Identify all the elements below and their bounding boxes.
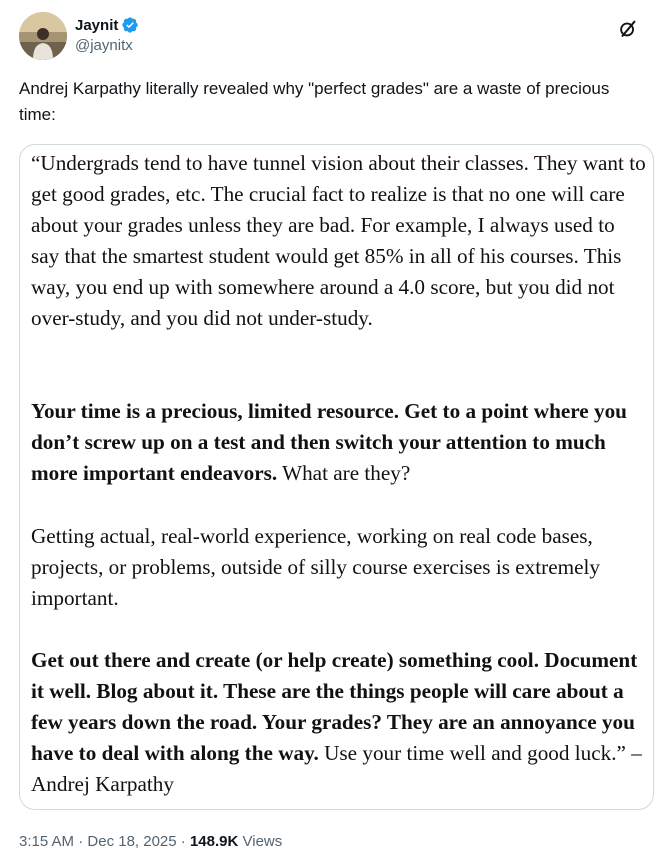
quote-image[interactable] <box>19 144 654 810</box>
author-display-name[interactable]: Jaynit <box>75 16 119 34</box>
meta-separator: · <box>74 833 88 850</box>
meta-separator: · <box>176 833 190 850</box>
quote-paragraph-3: Getting actual, real-world experience, working on real code bases, projects, or problems, outside of silly course exercises is extremely important. <box>31 524 600 610</box>
author-info <box>75 14 139 54</box>
views-count: 148.9K <box>189 833 239 850</box>
quote-paragraph-1: “Undergrads tend to have tunnel vision about their classes. They want to get good grades, etc. The crucial fact to realize is that no one will care about your grades unless they are bad. For example, I always used to say that the smartest student would get 85% in all of his courses. This way, you end up with somewhere around a 4.0 score, but you did not over-study, and you did not under-study. <box>31 151 646 330</box>
grok-icon[interactable] <box>617 18 639 40</box>
tweet-meta <box>19 833 282 850</box>
tweet-text: Andrej Karpathy literally revealed why "perfect grades" are a waste of precious time: <box>19 79 610 124</box>
quote-paragraph-2 <box>31 396 646 489</box>
avatar[interactable] <box>19 12 67 60</box>
quote-paragraph-2-rest: What are they? <box>277 461 411 485</box>
quote-paragraph-4-bold: Get out there and create (or help create) something cool. Document it well. Blog about it. These are the things people will care about a few years down the road. Your grades? They are an annoyance you have to deal with along the way. <box>31 648 638 765</box>
views-label: Views <box>238 833 283 850</box>
verified-badge-icon <box>121 16 139 34</box>
quote-paragraph-4-rest: Use your time well and good luck.” – Andrej Karpathy <box>31 741 642 796</box>
author-handle[interactable]: @jaynitx <box>75 37 133 54</box>
tweet-header <box>19 12 647 60</box>
tweet-date[interactable]: Dec 18, 2025 <box>87 833 177 850</box>
quote-paragraph-4 <box>31 645 646 800</box>
quote-paragraph-2-bold: Your time is a precious, limited resource. Get to a point where you don’t screw up on a test and then switch your attention to much more important endeavors. <box>31 399 627 485</box>
tweet-time[interactable]: 3:15 AM <box>19 833 75 850</box>
